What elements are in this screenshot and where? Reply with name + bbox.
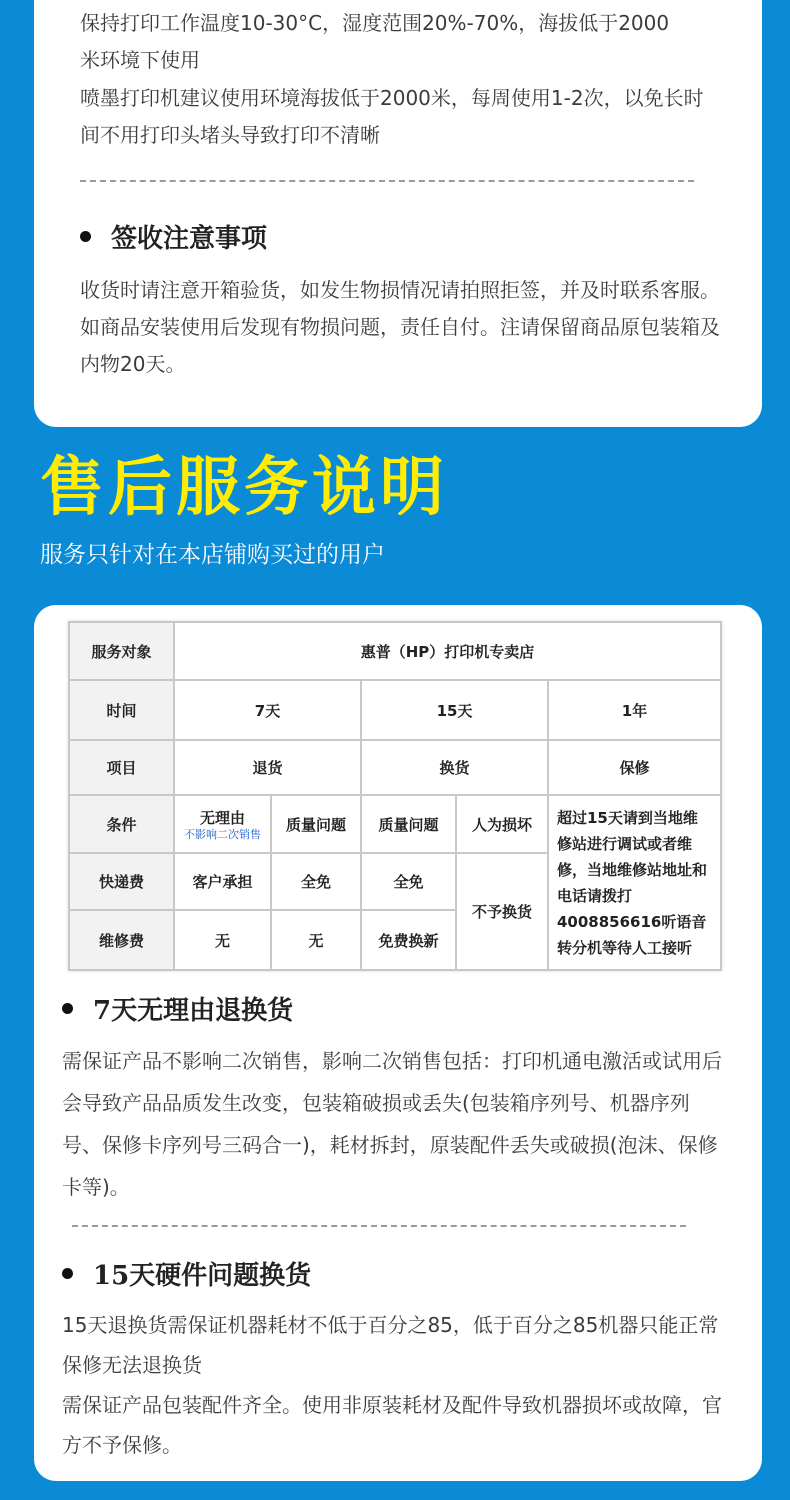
table-cell: 人为损坏: [456, 795, 548, 853]
no-reason-note: 不影响二次销售: [184, 828, 261, 841]
table-cell: 快递费: [69, 853, 174, 910]
table-row: [69, 680, 721, 740]
heading-7day-text: 7天无理由退换货: [93, 996, 294, 1026]
top-card: [34, 0, 762, 427]
receipt-heading-text: 签收注意事项: [111, 224, 268, 254]
divider: [72, 1225, 686, 1227]
table-cell: 1年: [548, 680, 721, 740]
table-cell: 换货: [361, 740, 548, 795]
table-cell: 无: [174, 910, 271, 970]
receipt-paragraph: 收货时请注意开箱验货，如发生物损情况请拍照拒签，并及时联系客服。如商品安装使用后发现有物损问题，责任自付。注请保留商品原包装箱及内物20天。: [80, 278, 720, 376]
heading-15day: [62, 1255, 311, 1292]
paragraph-15day-1: 15天退换货需保证机器耗材不低于百分之85，低于百分之85机器只能正常保修无法退换货: [62, 1313, 719, 1377]
table-cell: [174, 795, 271, 853]
bullet-icon: [62, 1268, 73, 1279]
table-cell: 维修费: [69, 910, 174, 970]
bullet-icon: [62, 1003, 73, 1014]
paragraph-15day-2: 需保证产品包装配件齐全。使用非原装耗材及配件导致机器损坏或故障，官方不予保修。: [62, 1393, 722, 1457]
env-paragraph-2: 喷墨打印机建议使用环境海拔低于2000米，每周使用1-2次，以免长时间不用打印头堵头导致打印不清晰: [80, 86, 704, 147]
table-row: [69, 795, 721, 853]
env-paragraph-1: 保持打印工作温度10-30°C，湿度范围20%-70%，海拔低于2000米环境下使用: [80, 11, 670, 72]
table-cell: 退货: [174, 740, 361, 795]
page-subtitle: 服务只针对在本店铺购买过的用户: [40, 542, 385, 568]
table-row: [69, 740, 721, 795]
table-cell: 质量问题: [361, 795, 456, 853]
table-cell: 超过15天请到当地维修站进行调试或者维修，当地维修站地址和电话请拨打4008856616听语音转分机等待人工接听: [548, 795, 721, 970]
bottom-card: [34, 605, 762, 1481]
paragraph-7day: 需保证产品不影响二次销售，影响二次销售包括：打印机通电激活或试用后会导致产品品质发生改变，包装箱破损或丢失(包装箱序列号、机器序列号、保修卡序列号三码合一)，耗材拆封，原装配件丢失或破损(泡沫、保修卡等)。: [62, 1049, 722, 1199]
table-cell: 质量问题: [271, 795, 361, 853]
table-cell: 不予换货: [456, 853, 548, 970]
bullet-icon: [80, 231, 91, 242]
receipt-heading: [80, 218, 267, 255]
table-cell: 项目: [69, 740, 174, 795]
table-cell: 保修: [548, 740, 721, 795]
service-table: [68, 621, 722, 971]
table-cell: 全免: [361, 853, 456, 910]
table-cell: 惠普（HP）打印机专卖店: [174, 622, 721, 680]
page-title: 售后服务说明: [40, 451, 448, 525]
table-cell: 时间: [69, 680, 174, 740]
divider: [80, 180, 694, 182]
table-cell: 免费换新: [361, 910, 456, 970]
table-cell: 条件: [69, 795, 174, 853]
table-row: [69, 622, 721, 680]
table-cell: 服务对象: [69, 622, 174, 680]
table-cell: 全免: [271, 853, 361, 910]
no-reason-label: 无理由: [199, 809, 245, 827]
heading-7day: [62, 990, 293, 1027]
table-cell: 7天: [174, 680, 361, 740]
table-cell: 15天: [361, 680, 548, 740]
heading-15day-text: 15天硬件问题换货: [93, 1261, 312, 1291]
table-cell: 无: [271, 910, 361, 970]
table-cell: 客户承担: [174, 853, 271, 910]
